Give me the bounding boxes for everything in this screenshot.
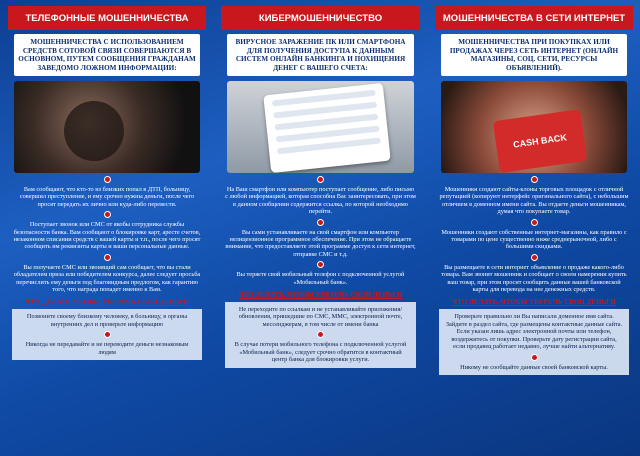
phone-call-photo [14, 81, 200, 173]
column-phone-fraud [4, 0, 210, 456]
column-intro: ВИРУСНОЕ ЗАРАЖЕНИЕ ПК ИЛИ СМАРТФОНА ДЛЯ ПОЛУЧЕНИЯ ДОСТУПА К ДАННЫМ СИСТЕМ ОНЛАЙН БАНКИНГА И ПОХИЩЕНИЯ ДЕНЕГ С ВАШЕГО СЧЕТА: [227, 34, 414, 76]
list-item: Вы размещаете в сети интернет объявление о продаже какого-либо товара. Вам звонит мошенник и сообщает о своем намерении купить ваш товар, при этом просит сообщить данные вашей банковской карты для перевода на нее денежных средств. [441, 263, 627, 294]
warning-heading: ЧТО ДЕЛАТЬ, ЧТОБЫ УБЕРЕЧЬ СВОИ ДЕНЬГИ [452, 298, 616, 307]
list-item: Вы теряете свой мобильный телефон с подключенной услугой «Мобильный банк». [236, 271, 405, 286]
advice-item: В случае потери мобильного телефона с подключенной услугой «Мобильный банк», следует срочно обратится в контактный центр банка для блокировки услуги. [234, 341, 407, 364]
warning-heading: ЧТО ДЕЛАТЬ, ЧТОБЫ УБЕРЕЧЬ СВОИ ДЕНЬГИ [238, 291, 403, 300]
bullet-icon [104, 176, 111, 183]
bullet-icon [317, 261, 324, 268]
bullet-icon [104, 331, 111, 338]
column-header: ТЕЛЕФОННЫЕ МОШЕННИЧЕСТВА [8, 6, 206, 30]
bullet-icon [317, 176, 324, 183]
warning-heading: ЧТО ДЕЛАТЬ, ЧТОБЫ УБЕРЕЧЬ СВОИ ДЕНЬГИ [25, 298, 189, 307]
bullet-icon [104, 211, 111, 218]
advice-item: Проверьте правильно ли Вы написали доменное имя сайта. Зайдите в раздел сайта, где размещены контактные данные сайта. Если указан лишь адрес электронной почты или телефон, воздержитесь от покупки. Проверьте дату регистрации сайта, если продавец работает недавно, лучше найти альтернативу. [445, 313, 623, 351]
smartphone-icon [263, 83, 390, 173]
advice-item: Позвоните своему близкому человеку, в больницу, в органы внутренних дел и проверьте информацию [26, 313, 188, 328]
advice-item: Никому не сообщайте данные своей банковской карты. [460, 363, 608, 371]
list-item: Вы получаете СМС или звонящий сам сообщает, что вы стали обладателем приза или победителем конкурса, далее следует просьба перечислить ему деньги под благовидным предлогом, как гарантию того, что награда попадет именно к Вам. [13, 263, 201, 294]
list-item: Вам сообщают, что кто-то из близких попал в ДТП, больницу, совершил преступление, и ему срочно нужны деньги, после чего просят передать их лично или куда-либо перевести. [19, 186, 195, 208]
column-header: МОШЕННИЧЕСТВА В СЕТИ ИНТЕРНЕТ [435, 6, 633, 30]
bullet-icon [104, 254, 111, 261]
column-cyber-fraud [217, 0, 424, 456]
card-photo [441, 81, 627, 173]
advice-block [225, 302, 416, 367]
person-silhouette-icon [64, 101, 124, 161]
column-intro: МОШЕННИЧЕСТВА С ИСПОЛЬЗОВАНИЕМ СРЕДСТВ СОТОВОЙ СВЯЗИ СОВЕРШАЮТСЯ В ОСНОВНОМ, ПУТЕМ СООБЩЕНИЯ ГРАЖДАНАМ ЗАВЕДОМО ЛОЖНОМ ИНФОРМАЦИИ: [14, 34, 200, 76]
column-header: КИБЕРМОШЕННИЧЕСТВО [221, 6, 420, 30]
list-item: На Ваш смартфон или компьютер поступает сообщение, либо письмо с любой информацией, которая способна Вас заинтересовать, при этом в данном сообщении содержится ссылка, по которой необходимо перейти. [225, 186, 416, 216]
list-item: Мошенники создают собственные интернет-магазины, как правило с товарами по цене существенно ниже среднерыночной, либо с большими скидками. [441, 228, 627, 251]
bank-card-icon: CASH BACK [493, 109, 587, 173]
smartphone-photo [227, 81, 414, 173]
bullet-icon [317, 219, 324, 226]
column-intro: МОШЕННИЧЕСТВА ПРИ ПОКУПКАХ ИЛИ ПРОДАЖАХ ЧЕРЕЗ СЕТЬ ИНТЕРНЕТ (ОНЛАЙН МАГАЗИНЫ, СОЦ. СЕТИ, РЕСУРСЫ ОБЪЯВЛЕНИЙ). [441, 34, 627, 76]
advice-item: Не переходите по ссылкам и не устанавливайте приложения/обновления, пришедшие по СМС, ММС, электронной почте, мессенджерам, в том числе от имени банка [238, 306, 403, 328]
bullet-icon [531, 354, 538, 361]
bullet-icon [531, 254, 538, 261]
column-internet-fraud [431, 0, 637, 456]
list-item: Поступает звонок или СМС от якобы сотрудника службы безопасности банка. Вам сообщают о блокировке карт, аресте счетов, незаконном списании средств с вашей карты и т.п., после чего просят сообщить им реквизиты карты и ваши персональные данные. [13, 221, 201, 251]
bullet-icon [317, 331, 324, 338]
bullet-icon [531, 176, 538, 183]
bullet-icon [531, 219, 538, 226]
advice-block [439, 309, 629, 374]
advice-block [12, 309, 202, 360]
list-item: Мошенники создают сайты-клоны торговых площадок с отличной репутацией (копируют интерфейс оригинального сайта), с небольшим отличием в доменном имени сайта. Вы отдаете деньги мошенникам, думая что покупаете товар. [439, 186, 629, 216]
list-item: Вы сами устанавливаете на свой смартфон или компьютер нелицензионное программное обеспечение. При этом не обращаете внимание, что предоставляете этой программе доступ к сети интернет, отправке СМС и т.д. [225, 228, 416, 258]
advice-item: Никогда не передавайте и не переводите деньги незнакомым людям [25, 341, 189, 356]
